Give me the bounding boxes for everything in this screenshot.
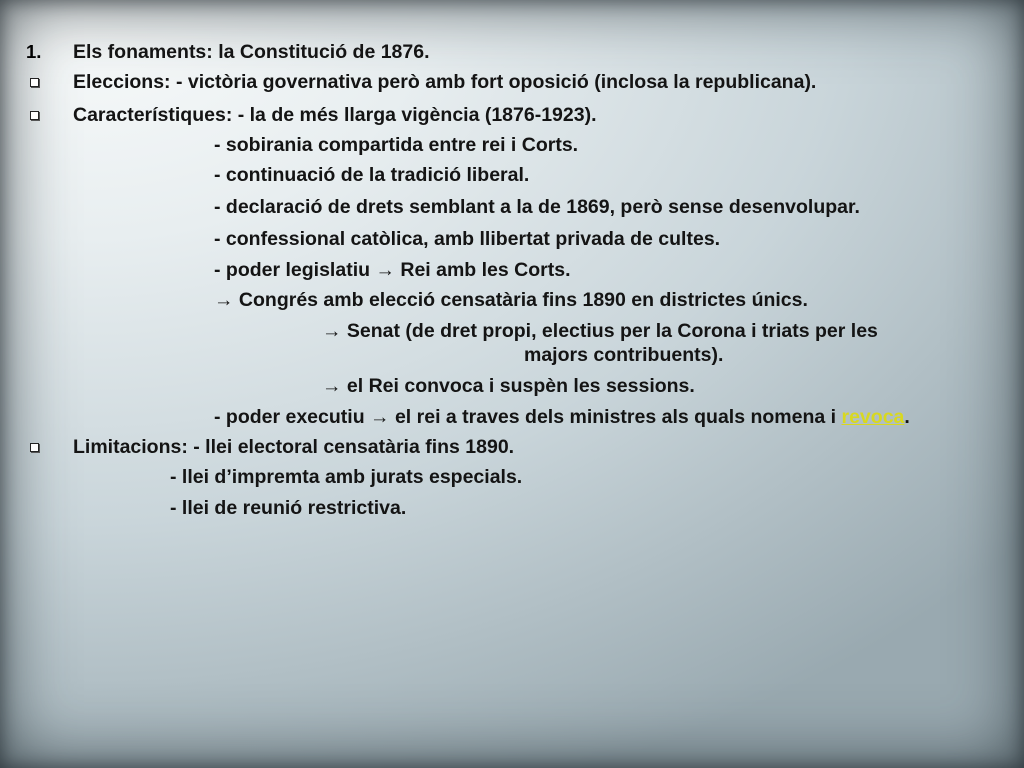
arrow-right-icon: → — [214, 289, 234, 311]
text-poder-legislatiu-label: - poder legislatiu — [214, 259, 376, 281]
text-senat-content: Senat (de dret propi, electius per la Corona i triats per les — [341, 320, 878, 342]
text-poder-executiu — [214, 406, 910, 428]
revoca-link[interactable]: revoca — [841, 406, 905, 428]
text-declaracio: - declaració de drets semblant a la de 1869, però sense desenvolupar. — [214, 196, 860, 218]
text-congres — [214, 289, 808, 311]
square-bullet-icon — [30, 111, 39, 120]
text-caracteristiques: Característiques: - la de més llarga vigència (1876-1923). — [73, 104, 597, 126]
heading-fonaments: Els fonaments: la Constitució de 1876. — [73, 41, 430, 63]
arrow-right-icon: → — [322, 320, 342, 342]
text-eleccions: Eleccions: - victòria governativa però amb fort oposició (inclosa la republicana). — [73, 71, 817, 93]
arrow-right-icon: → — [370, 406, 390, 428]
text-poder-executiu-label: - poder executiu — [214, 406, 371, 428]
text-rei-convoca — [322, 375, 695, 397]
arrow-right-icon: → — [375, 259, 395, 281]
square-bullet-icon — [30, 443, 39, 452]
text-llei-impremta: - llei d’impremta amb jurats especials. — [170, 466, 523, 488]
text-rei-convoca-content: el Rei convoca i suspèn les sessions. — [341, 375, 695, 397]
text-poder-legislatiu — [214, 259, 571, 281]
square-bullet-icon — [30, 78, 39, 87]
text-sobirania: - sobirania compartida entre rei i Corts. — [214, 134, 579, 156]
list-number: 1. — [26, 41, 42, 62]
text-poder-executiu-end: . — [904, 406, 910, 428]
text-continuacio: - continuació de la tradició liberal. — [214, 164, 530, 186]
text-limitacions: Limitacions: - llei electoral censatària fins 1890. — [73, 436, 515, 458]
text-poder-legislatiu-rest: Rei amb les Corts. — [394, 259, 571, 281]
text-confessional: - confessional catòlica, amb llibertat privada de cultes. — [214, 228, 721, 250]
text-poder-executiu-rest: el rei a traves dels ministres als quals nomena i — [389, 406, 842, 428]
arrow-right-icon: → — [322, 375, 342, 397]
text-llei-reunio: - llei de reunió restrictiva. — [170, 497, 407, 519]
text-congres-content: Congrés amb elecció censatària fins 1890 en districtes únics. — [233, 289, 808, 311]
text-senat — [322, 320, 878, 342]
text-senat-cont: majors contribuents). — [524, 344, 724, 366]
